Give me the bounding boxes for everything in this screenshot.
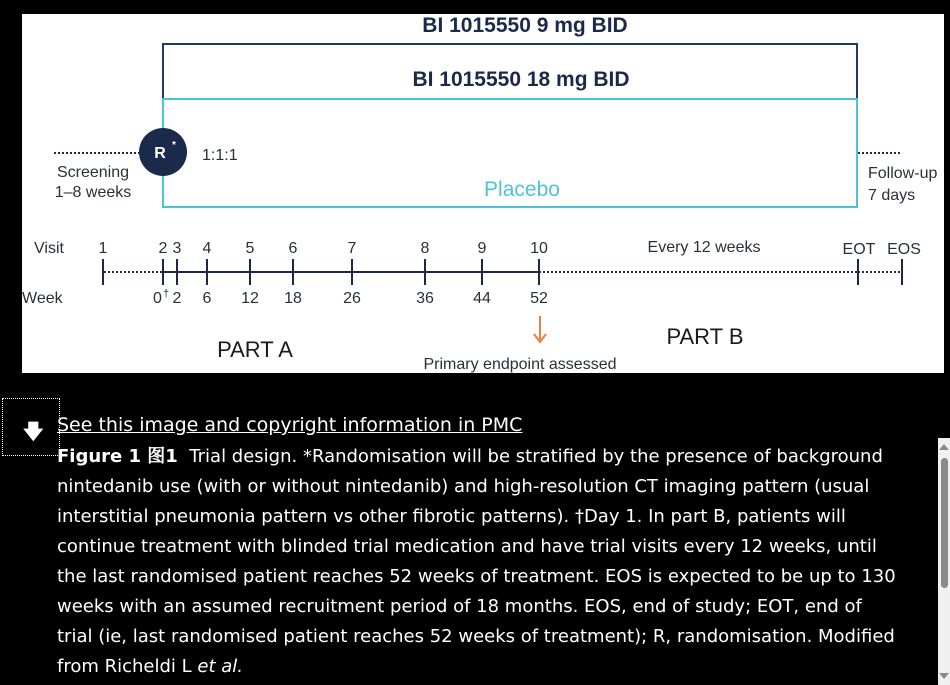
vertical-scrollbar[interactable] <box>938 438 950 685</box>
visit-label-9: 9 <box>477 240 487 257</box>
visit-label-8: 8 <box>420 240 430 257</box>
week-axis-label: Week <box>22 290 63 307</box>
week-zero-mark: † <box>163 288 170 300</box>
trial-design-diagram <box>22 14 944 373</box>
week-label-6: 6 <box>202 290 212 307</box>
visit-label-6: 6 <box>288 240 298 257</box>
week-labels <box>173 290 548 307</box>
week-zero-label: 0 <box>153 290 162 307</box>
part-b-label: PART B <box>666 324 744 349</box>
visit-label-2: 2 <box>158 240 168 257</box>
week-label-26: 26 <box>343 290 361 307</box>
placebo-label: Placebo <box>484 178 560 201</box>
ratio-label: 1:1:1 <box>202 147 238 164</box>
arm-9mg-label: BI 1015550 9 mg BID <box>422 14 628 37</box>
week-label-12: 12 <box>241 290 259 307</box>
visit-labels <box>99 240 548 257</box>
visit-label-5: 5 <box>245 240 255 257</box>
scroll-up-icon[interactable] <box>939 444 949 450</box>
figure-caption <box>57 442 897 682</box>
followup-label: Follow-up <box>868 165 938 182</box>
screening-label: Screening <box>56 164 130 181</box>
scroll-thumb[interactable] <box>941 458 948 588</box>
eot-label: EOT <box>842 241 876 258</box>
trial-design-figure <box>22 14 944 373</box>
week-label-52: 52 <box>530 290 548 307</box>
visit-axis-label: Visit <box>34 240 64 257</box>
screening-duration: 1–8 weeks <box>54 184 132 201</box>
arrow-down-icon: 🡇 <box>23 419 44 443</box>
eos-label: EOS <box>887 241 921 258</box>
primary-endpoint-label: Primary endpoint assessed <box>423 356 617 373</box>
week-label-2: 2 <box>172 290 182 307</box>
visit-label-7: 7 <box>347 240 357 257</box>
every-12-weeks-label: Every 12 weeks <box>647 239 761 256</box>
caption-text: Trial design. *Randomisation will be stratified by the presence of background nintedanib use (with or without nintedanib) and high-resolution CT imaging pattern (usual interstitial pneumonia pattern vs other fibrotic patterns). †Day 1. In part B, patients will continue treatment with blinded trial medication and have trial visits every 12 weeks, until the last randomised patient reaches 52 weeks of treatment. EOS is expected to be up to 130 weeks with an assumed recruitment period of 18 months. EOS, end of study; EOT, end of trial (ie, last randomised patient reaches 52 weeks of treatment); R, randomisation. Modified from Richeldi L <box>57 446 896 677</box>
visit-label-10: 10 <box>530 240 548 257</box>
week-label-36: 36 <box>416 290 434 307</box>
week-label-44: 44 <box>473 290 491 307</box>
randomisation-symbol: R <box>154 145 166 162</box>
visit-label-1: 1 <box>98 240 108 257</box>
scroll-down-icon[interactable] <box>939 673 949 679</box>
pmc-copyright-link[interactable]: See this image and copyright information in PMC <box>57 414 523 436</box>
visit-label-4: 4 <box>202 240 212 257</box>
randomisation-mark: * <box>172 140 176 151</box>
caption-et-al: et al. <box>197 656 244 677</box>
arm-18mg-label: BI 1015550 18 mg BID <box>412 68 630 91</box>
part-a-label: PART A <box>217 337 293 362</box>
figure-label: Figure 1 图1 <box>57 446 178 467</box>
week-label-18: 18 <box>284 290 302 307</box>
expand-figure-button[interactable] <box>2 398 60 456</box>
followup-duration: 7 days <box>868 187 916 204</box>
visit-label-3: 3 <box>172 240 182 257</box>
